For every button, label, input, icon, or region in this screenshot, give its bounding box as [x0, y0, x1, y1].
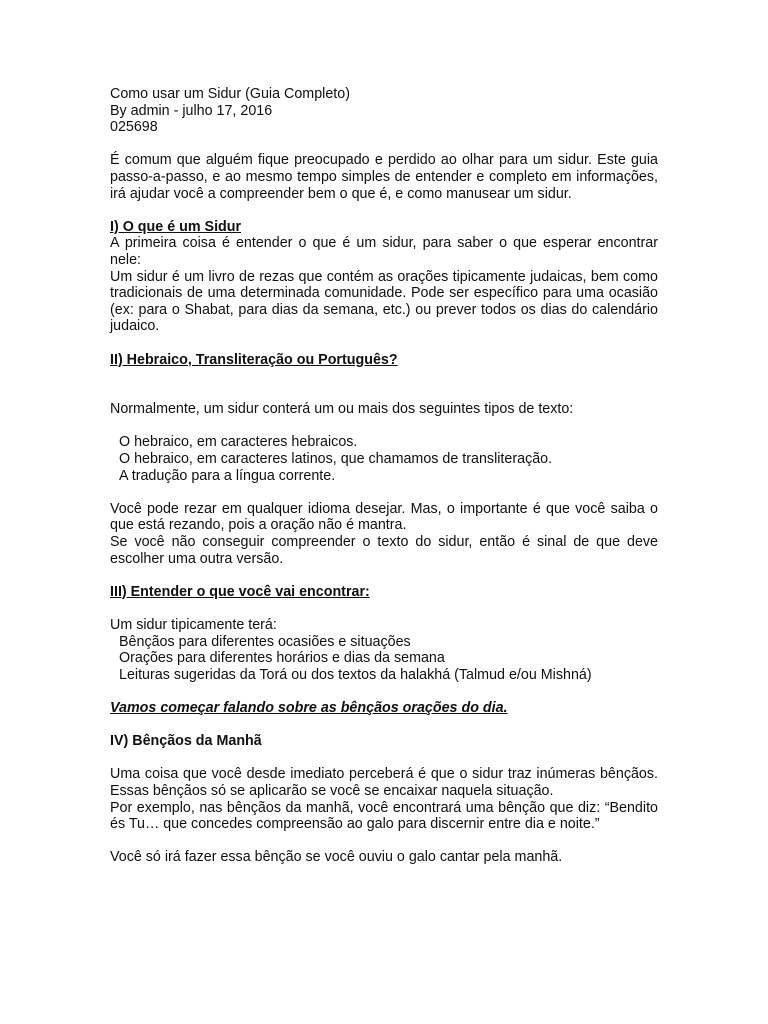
document-title: Como usar um Sidur (Guia Completo)	[110, 86, 350, 102]
list-item: Bênçãos para diferentes ocasiões e situações	[119, 633, 411, 650]
section-1-paragraph-2: Um sidur é um livro de rezas que contém as orações tipicamente judaicas, bem como tradicionais de uma determinada comunidade. Pode ser específico para uma ocasião (ex: para o Shabat, para dias da semana, etc.) ou prever todos os dias do calendário judaico.	[110, 268, 658, 335]
section-4-paragraph-1: Uma coisa que você desde imediato perceberá é que o sidur traz inúmeras bênçãos. Essas bênçãos só se aplicarão se você se encaixar naquela situação.	[110, 766, 658, 799]
document-page	[110, 86, 658, 866]
byline-prefix: By	[110, 102, 131, 119]
section-1-heading: I) O que é um Sidur	[110, 218, 242, 235]
section-1-paragraph-1: A primeira coisa é entender o que é um sidur, para saber o que esperar encontrar nele:	[110, 235, 658, 268]
document-id: 025698	[110, 119, 158, 136]
list-item: Orações para diferentes horários e dias da semana	[119, 650, 445, 667]
list-item: O hebraico, em caracteres latinos, que chamamos de transliteração.	[119, 451, 553, 468]
post-date: julho 17, 2016	[182, 102, 273, 119]
list-item: Leituras sugeridas da Torá ou dos textos da halakhá (Talmud e/ou Mishná)	[119, 666, 592, 683]
section-2-paragraph-2: Se você não conseguir compreender o texto do sidur, então é sinal de que deve escolher uma outra versão.	[110, 534, 658, 567]
section-2-heading: II) Hebraico, Transliteração ou Português?	[110, 351, 398, 368]
section-2-paragraph-1: Você pode rezar em qualquer idioma desejar. Mas, o importante é que você saiba o que está rezando, pois a oração não é mantra.	[110, 500, 658, 534]
section-3-heading: III) Entender o que você vai encontrar:	[110, 583, 370, 600]
section-4-heading: IV) Bênçãos da Manhã	[110, 733, 262, 750]
intro-paragraph: É comum que alguém fique preocupado e perdido ao olhar para um sidur. Este guia passo-a-passo, e ao mesmo tempo simples de entender e completo em informações, irá ajudar você a compreender bem o que é, e como manusear um sidur.	[110, 152, 658, 202]
byline	[110, 103, 658, 120]
author-link[interactable]: admin	[130, 102, 170, 119]
byline-separator: -	[169, 102, 183, 119]
section-3-intro: Um sidur tipicamente terá:	[110, 617, 277, 633]
section-2-intro: Normalmente, um sidur conterá um ou mais dos seguintes tipos de texto:	[110, 401, 574, 418]
list-item: A tradução para a língua corrente.	[119, 467, 336, 484]
section-4-paragraph-3: Você só irá fazer essa bênção se você ouviu o galo cantar pela manhã.	[110, 849, 563, 866]
list-item: O hebraico, em caracteres hebraicos.	[119, 434, 358, 451]
section-4-paragraph-2: Por exemplo, nas bênçãos da manhã, você encontrará uma bênção que diz: “Bendito és Tu… que concedes compreensão ao galo para discernir entre dia e noite.”	[110, 799, 658, 833]
emphasis-line: Vamos começar falando sobre as bênçãos orações do dia.	[110, 699, 508, 716]
